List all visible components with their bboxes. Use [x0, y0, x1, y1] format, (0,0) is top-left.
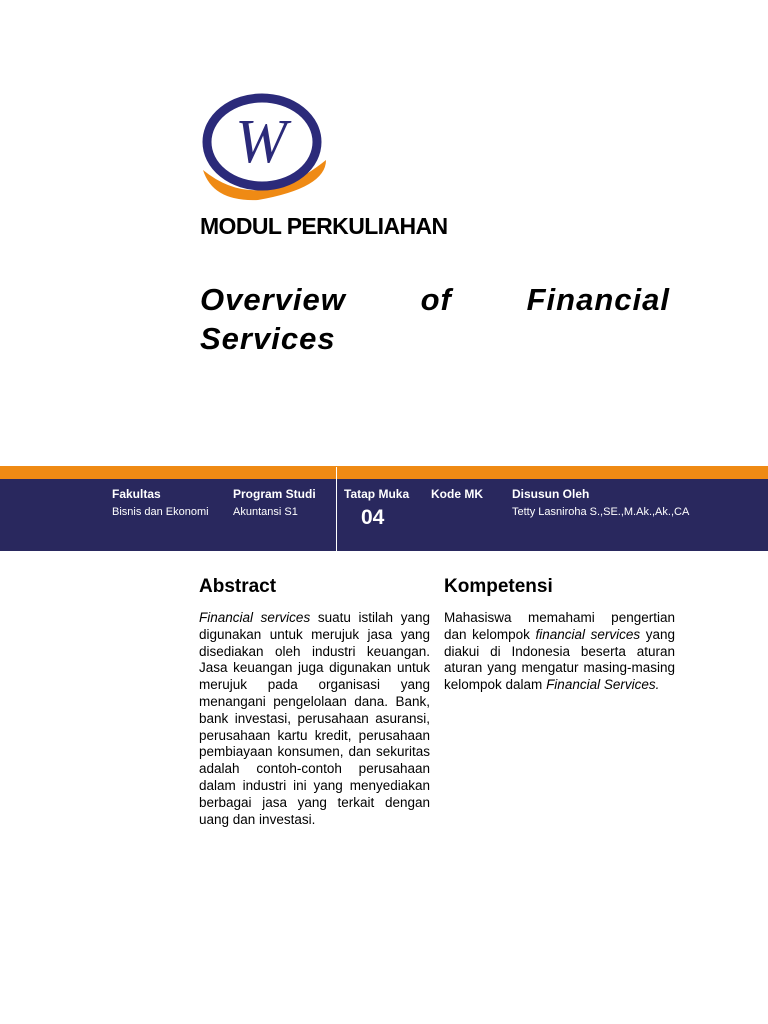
- program-studi-label: Program Studi: [233, 487, 316, 501]
- tatap-muka-label: Tatap Muka: [344, 487, 410, 501]
- kompetensi-title: Kompetensi: [444, 576, 553, 597]
- kode-mk-label: Kode MK: [431, 487, 483, 501]
- kompetensi-italic-2: Financial Services.: [546, 677, 660, 693]
- disusun-oleh-label: Disusun Oleh: [512, 487, 590, 501]
- tatap-muka-cell: [344, 487, 409, 530]
- title-line-2: Services: [200, 321, 336, 356]
- kompetensi-body: [444, 610, 675, 694]
- university-logo: [198, 90, 328, 205]
- fakultas-cell: [112, 487, 209, 518]
- kompetensi-text-1: Mahasiswa memahami pengertian dan kelompok: [444, 610, 675, 642]
- info-bar-divider: [336, 467, 337, 551]
- disusun-oleh-cell: [512, 487, 689, 518]
- tatap-muka-value: 04: [361, 506, 385, 529]
- svg-text:W: W: [235, 108, 287, 176]
- title-word-1: Overview: [200, 282, 346, 317]
- abstract-title: Abstract: [199, 576, 277, 597]
- abstract-text: suatu istilah yang digunakan untuk merujuk jasa yang disediakan oleh industri keuangan. Jasa keuangan juga digunakan untuk merujuk pada organisasi yang menangani pengelolaan dana. Bank, bank investasi, perusahaan asuransi, perusahaan kartu kredit, perusahaan pembiayaan konsumen, dan sekuritas adalah contoh-contoh perusahaan dalam industri ini yang menyediakan berbagai jasa yang terkait dengan uang dan investasi.: [199, 610, 430, 827]
- orange-stripe: [0, 466, 768, 479]
- fakultas-label: Fakultas: [112, 487, 161, 501]
- program-studi-value: Akuntansi S1: [233, 506, 298, 518]
- module-label: MODUL PERKULIAHAN: [200, 213, 448, 239]
- disusun-oleh-value: Tetty Lasniroha S.,SE.,M.Ak.,Ak.,CA: [512, 506, 690, 518]
- kode-mk-cell: [431, 487, 483, 501]
- title-word-3: Financial: [526, 282, 670, 317]
- program-studi-cell: [233, 487, 316, 518]
- abstract-body: [199, 610, 430, 828]
- title-word-2: of: [420, 282, 452, 317]
- fakultas-value: Bisnis dan Ekonomi: [112, 506, 209, 518]
- kompetensi-italic-1: financial services: [535, 626, 641, 642]
- document-title: [200, 280, 670, 358]
- kompetensi-text-2: yang diakui di Indonesia beserta aturan aturan yang mengatur masing-masing kelompok dalam: [444, 626, 675, 693]
- abstract-lead: Financial services: [199, 610, 311, 625]
